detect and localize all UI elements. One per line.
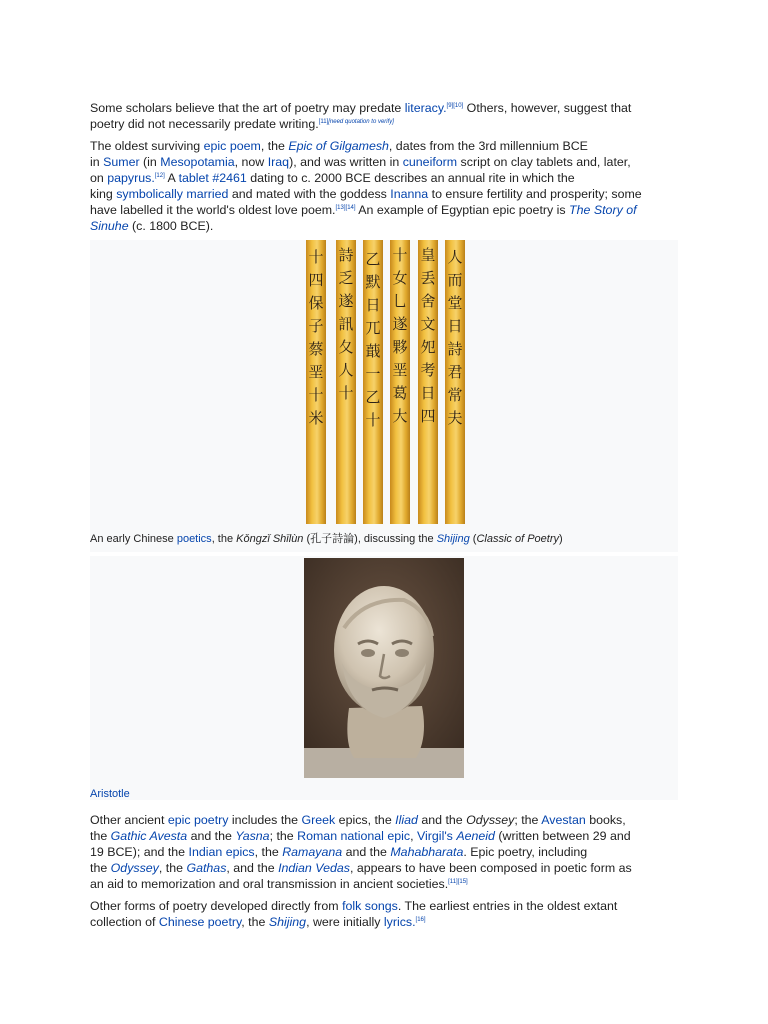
paragraph-line (90, 186, 680, 202)
paragraph-gilgamesh (90, 138, 680, 234)
paragraph-literacy (90, 100, 680, 132)
paragraph-line (90, 844, 680, 860)
paragraph-ancient-epics (90, 812, 680, 892)
link-aeneid[interactable] (456, 829, 495, 843)
link-symbolically-married[interactable]: symbolically married (116, 187, 229, 201)
link-text[interactable]: Aeneid (456, 829, 495, 843)
bamboo-strip (418, 240, 438, 524)
text: , the (254, 845, 283, 859)
link-text[interactable]: Epic of Gilgamesh (288, 139, 389, 153)
link-text[interactable]: The Story of (569, 203, 637, 217)
text: An example of Egyptian epic poetry is (355, 203, 570, 217)
link-mesopotamia[interactable]: Mesopotamia (160, 155, 235, 169)
text: Other ancient (90, 813, 168, 827)
text: An early Chinese (90, 533, 177, 545)
text: have labelled it the world's oldest love poem. (90, 203, 336, 217)
text: ( (469, 533, 477, 545)
link-virgil[interactable]: Virgil's (417, 829, 453, 843)
right-eye (395, 649, 409, 657)
link-tablet-2461[interactable]: tablet #2461 (178, 171, 247, 185)
link-chinese-poetry[interactable]: Chinese poetry (158, 915, 242, 929)
text: The oldest surviving (90, 139, 204, 153)
text: Some scholars believe that the art of poetry may predate (90, 101, 405, 115)
title-kongzi-shilun: Kǒngzǐ Shīlùn (236, 533, 304, 545)
text: , the (158, 861, 187, 875)
link-mahabharata[interactable] (390, 845, 463, 859)
text: , the (241, 915, 269, 929)
caption-aristotle (90, 787, 130, 801)
link-odyssey[interactable] (111, 861, 159, 875)
figure-aristotle (90, 556, 678, 800)
reference-link[interactable]: [16] (415, 916, 426, 923)
text: in (90, 155, 104, 169)
paragraph-line (90, 100, 680, 116)
link-indian-epics[interactable]: Indian epics (188, 845, 255, 859)
text: 19 BCE); and the (90, 845, 189, 859)
link-lyrics[interactable]: lyrics. (383, 915, 416, 929)
link-text[interactable]: Yasna (235, 829, 270, 843)
text: (孔子詩論), discussing the (303, 533, 437, 545)
text: , appears to have been composed in poetic form as (349, 861, 632, 875)
title-classic-of-poetry: Classic of Poetry (476, 533, 559, 545)
link-literacy[interactable]: literacy. (404, 101, 447, 115)
text: the (90, 861, 111, 875)
reference-link[interactable]: [11] (318, 118, 329, 125)
text: script on clay tablets and, later, (457, 155, 631, 169)
paragraph-line (90, 218, 680, 234)
text: king (90, 187, 117, 201)
link-gathas[interactable] (186, 861, 226, 875)
link-sinuhe[interactable] (90, 219, 129, 233)
text: , the (211, 533, 237, 545)
reference-link[interactable]: [9][10] (446, 102, 464, 109)
link-text[interactable]: Ramayana (282, 845, 343, 859)
text: and mated with the goddess (228, 187, 391, 201)
text: ; the (269, 829, 298, 843)
paragraph-line (90, 860, 680, 876)
bamboo-strip (336, 240, 356, 524)
paragraph-line (90, 154, 680, 170)
text: , and the (226, 861, 279, 875)
title-odyssey: Odyssey (466, 813, 515, 827)
paragraph-line (90, 812, 680, 828)
link-story-of-sinuhe[interactable] (569, 203, 637, 217)
link-text[interactable]: Gathic Avesta (110, 829, 188, 843)
link-iraq[interactable]: Iraq (267, 155, 290, 169)
bamboo-strip (445, 240, 465, 524)
link-folk-songs[interactable]: folk songs (342, 899, 398, 913)
text: includes the (228, 813, 302, 827)
paragraph-line (90, 170, 680, 186)
link-greek[interactable]: Greek (301, 813, 336, 827)
paragraph-line (90, 898, 680, 914)
strip-glyphs: 十女乚遂夥垩葛大 (392, 246, 408, 425)
strip-glyphs: 人而堂日詩君常夫 (447, 248, 463, 427)
link-text[interactable]: Gathas (186, 861, 227, 875)
paragraph-line (90, 116, 680, 132)
link-text[interactable]: Sinuhe (90, 219, 129, 233)
link-inanna[interactable]: Inanna (390, 187, 429, 201)
link-epic-of-gilgamesh[interactable] (288, 139, 389, 153)
text: and the (187, 829, 236, 843)
text: on (90, 171, 108, 185)
text: the (90, 829, 111, 843)
reference-link[interactable]: [13][14] (335, 204, 356, 211)
link-iliad[interactable] (395, 813, 418, 827)
link-text[interactable]: Indian Vedas (278, 861, 350, 875)
link-roman-national-epic[interactable]: Roman national epic (297, 829, 411, 843)
link-papyrus[interactable]: papyrus. (107, 171, 155, 185)
link-epic-poem[interactable]: epic poem (203, 139, 261, 153)
paragraph-line (90, 138, 680, 154)
text: poetry did not necessarily predate writing. (90, 117, 319, 131)
bamboo-slips-image[interactable] (306, 240, 466, 524)
link-epic-poetry[interactable]: epic poetry (167, 813, 229, 827)
text: , now (234, 155, 268, 169)
text: collection of (90, 915, 159, 929)
text: , the (260, 139, 289, 153)
text: to ensure fertility and prosperity; some (428, 187, 642, 201)
link-avestan[interactable]: Avestan (541, 813, 586, 827)
text: epics, the (335, 813, 396, 827)
paragraph-line (90, 876, 680, 892)
text: ) (559, 533, 563, 545)
strip-glyphs: 乙默日兀蕺一乙十 (365, 250, 381, 429)
bamboo-strip (363, 240, 383, 524)
text: , (410, 829, 417, 843)
text: , dates from the 3rd millennium BCE (388, 139, 588, 153)
text: A (164, 171, 179, 185)
paragraph-line (90, 202, 680, 218)
strip-glyphs: 詩乏遂訊夂人十 (338, 246, 354, 402)
need-quotation-text[interactable]: [need quotation to verify] (328, 118, 394, 125)
text: dating to c. 2000 BCE describes an annual rite in which the (246, 171, 575, 185)
text: Other forms of poetry developed directly from (90, 899, 343, 913)
link-text[interactable]: Mahabharata (390, 845, 464, 859)
paragraph-line (90, 914, 680, 930)
text: ), and was written in (289, 155, 403, 169)
left-eye (361, 649, 375, 657)
link-ramayana[interactable] (282, 845, 342, 859)
paragraph-folk-songs (90, 898, 680, 930)
aristotle-bust-image[interactable] (304, 558, 464, 778)
reference-link[interactable]: [11][15] (448, 878, 468, 885)
link-poetics[interactable]: poetics (176, 533, 212, 545)
link-gathic-avesta[interactable] (111, 829, 187, 843)
reference-link[interactable]: [12] (154, 172, 165, 179)
text: an aid to memorization and oral transmission in ancient societies. (90, 877, 449, 891)
need-quotation-tag[interactable] (328, 119, 394, 125)
text: and the (417, 813, 467, 827)
text: . Epic poetry, including (463, 845, 588, 859)
figure-bamboo-slips (90, 240, 678, 552)
link-text[interactable]: Shijing (268, 915, 307, 929)
link-indian-vedas[interactable] (278, 861, 350, 875)
text: and the (342, 845, 391, 859)
bamboo-strip (390, 240, 410, 524)
link-text[interactable]: Odyssey (110, 861, 159, 875)
link-sumer[interactable]: Sumer (103, 155, 140, 169)
text: books, (585, 813, 626, 827)
strip-glyphs: 十四保子蔡垩十米 (308, 248, 324, 427)
link-text[interactable]: Shijing (436, 533, 470, 545)
text: , were initially (306, 915, 384, 929)
link-shijing-2[interactable] (269, 915, 306, 929)
caption-bamboo (90, 532, 563, 546)
strip-glyphs: 皇丢舍文夗考日四 (420, 246, 436, 425)
text: (c. 1800 BCE). (128, 219, 214, 233)
link-cuneiform[interactable]: cuneiform (402, 155, 458, 169)
text: (in (139, 155, 161, 169)
link-shijing[interactable] (437, 533, 470, 545)
link-text[interactable]: Iliad (395, 813, 418, 827)
text: Others, however, suggest that (463, 101, 632, 115)
link-aristotle[interactable]: Aristotle (90, 788, 130, 800)
text: . The earliest entries in the oldest extant (397, 899, 618, 913)
text: (written between 29 and (494, 829, 631, 843)
paragraph-line (90, 828, 680, 844)
bamboo-strip (306, 240, 326, 524)
text: ; the (514, 813, 542, 827)
link-yasna[interactable] (235, 829, 269, 843)
